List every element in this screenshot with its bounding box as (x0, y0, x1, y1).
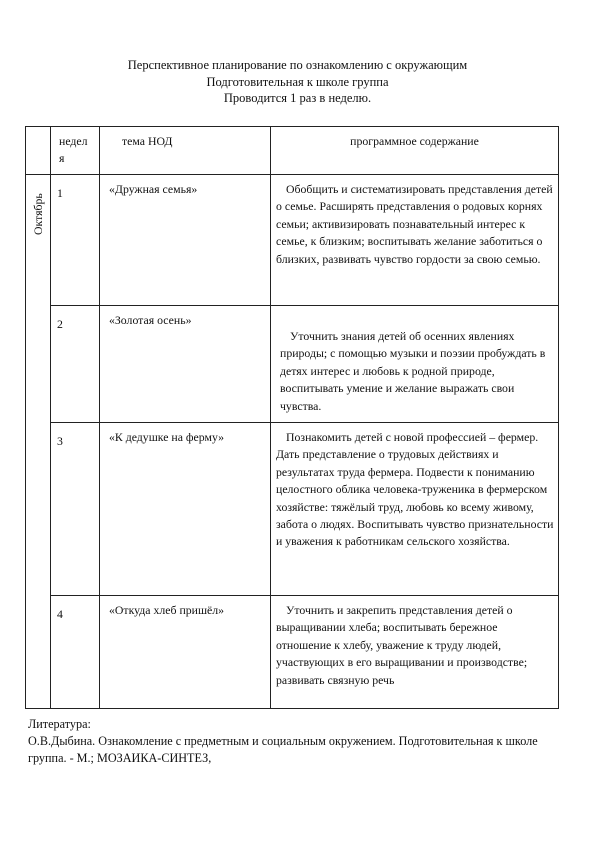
week-number: 2 (51, 306, 100, 423)
header-topic-cell: тема НОД (100, 127, 271, 175)
header-week-line2: я (59, 151, 65, 165)
content-cell (271, 596, 559, 709)
week-number: 1 (51, 175, 100, 306)
table-row (26, 423, 559, 596)
content-text: Познакомить детей с новой профессией – фермер. Дать представление о трудовых действиях и результатах труда фермера. Подвести к пониманию целостного облика человека-труженика в фермерском хозяйстве: тяжёлый труд, любовь ко всему живому, забота о людях. Воспитывать чувство признательности и уважения к работникам сельского хозяйства. (276, 430, 554, 549)
table-row (26, 306, 559, 423)
header-title: Перспективное планирование по ознакомлению с окружающим (127, 58, 468, 72)
header-week-cell (51, 127, 100, 175)
topic-name: «К дедушке на ферму» (100, 423, 271, 596)
content-cell (271, 306, 559, 423)
content-text: Уточнить и закрепить представления детей о выращивании хлеба; воспитывать бережное отношение к хлебу, уважение к труду людей, участвующих в его выращивании и производстве; развивать связную речь (276, 603, 528, 687)
header-frequency: Проводится 1 раз в неделю. (223, 91, 372, 105)
header-month-cell (26, 127, 51, 175)
week-number: 3 (51, 423, 100, 596)
week-number: 4 (51, 596, 100, 709)
table-row (26, 596, 559, 709)
planning-table (25, 126, 559, 709)
content-cell (271, 423, 559, 596)
literature-section (28, 716, 568, 767)
table-header-row (26, 127, 559, 175)
literature-heading: Литература: (28, 717, 91, 731)
header-week-line1: недел (59, 134, 88, 148)
topic-name: «Золотая осень» (100, 306, 271, 423)
content-text: Обобщить и систематизировать представления детей о семье. Расширять представления о родовых корнях семьи; активизировать познавательный интерес к семье, к близким; воспитывать желание заботиться о близких, развивать чувство гордости за свою семью. (276, 182, 553, 266)
literature-text: О.В.Дыбина. Ознакомление с предметным и социальным окружением. Подготовительная к школе группа. - М.; МОЗАИКА-СИНТЕЗ, (28, 734, 538, 765)
topic-name: «Дружная семья» (100, 175, 271, 306)
month-cell (26, 175, 51, 709)
content-text: Уточнить знания детей об осенних явлениях природы; с помощью музыки и поэзии пробуждать в детях интерес и любовь к родной природе, воспитывать умение и желание выражать свои чувства. (280, 329, 546, 413)
document-header (0, 57, 595, 107)
topic-name: «Откуда хлеб пришёл» (100, 596, 271, 709)
table-row (26, 175, 559, 306)
header-content-cell: программное содержание (271, 127, 559, 175)
month-label: Октябрь (31, 193, 45, 235)
content-cell (271, 175, 559, 306)
header-group: Подготовительная к школе группа (206, 74, 389, 89)
